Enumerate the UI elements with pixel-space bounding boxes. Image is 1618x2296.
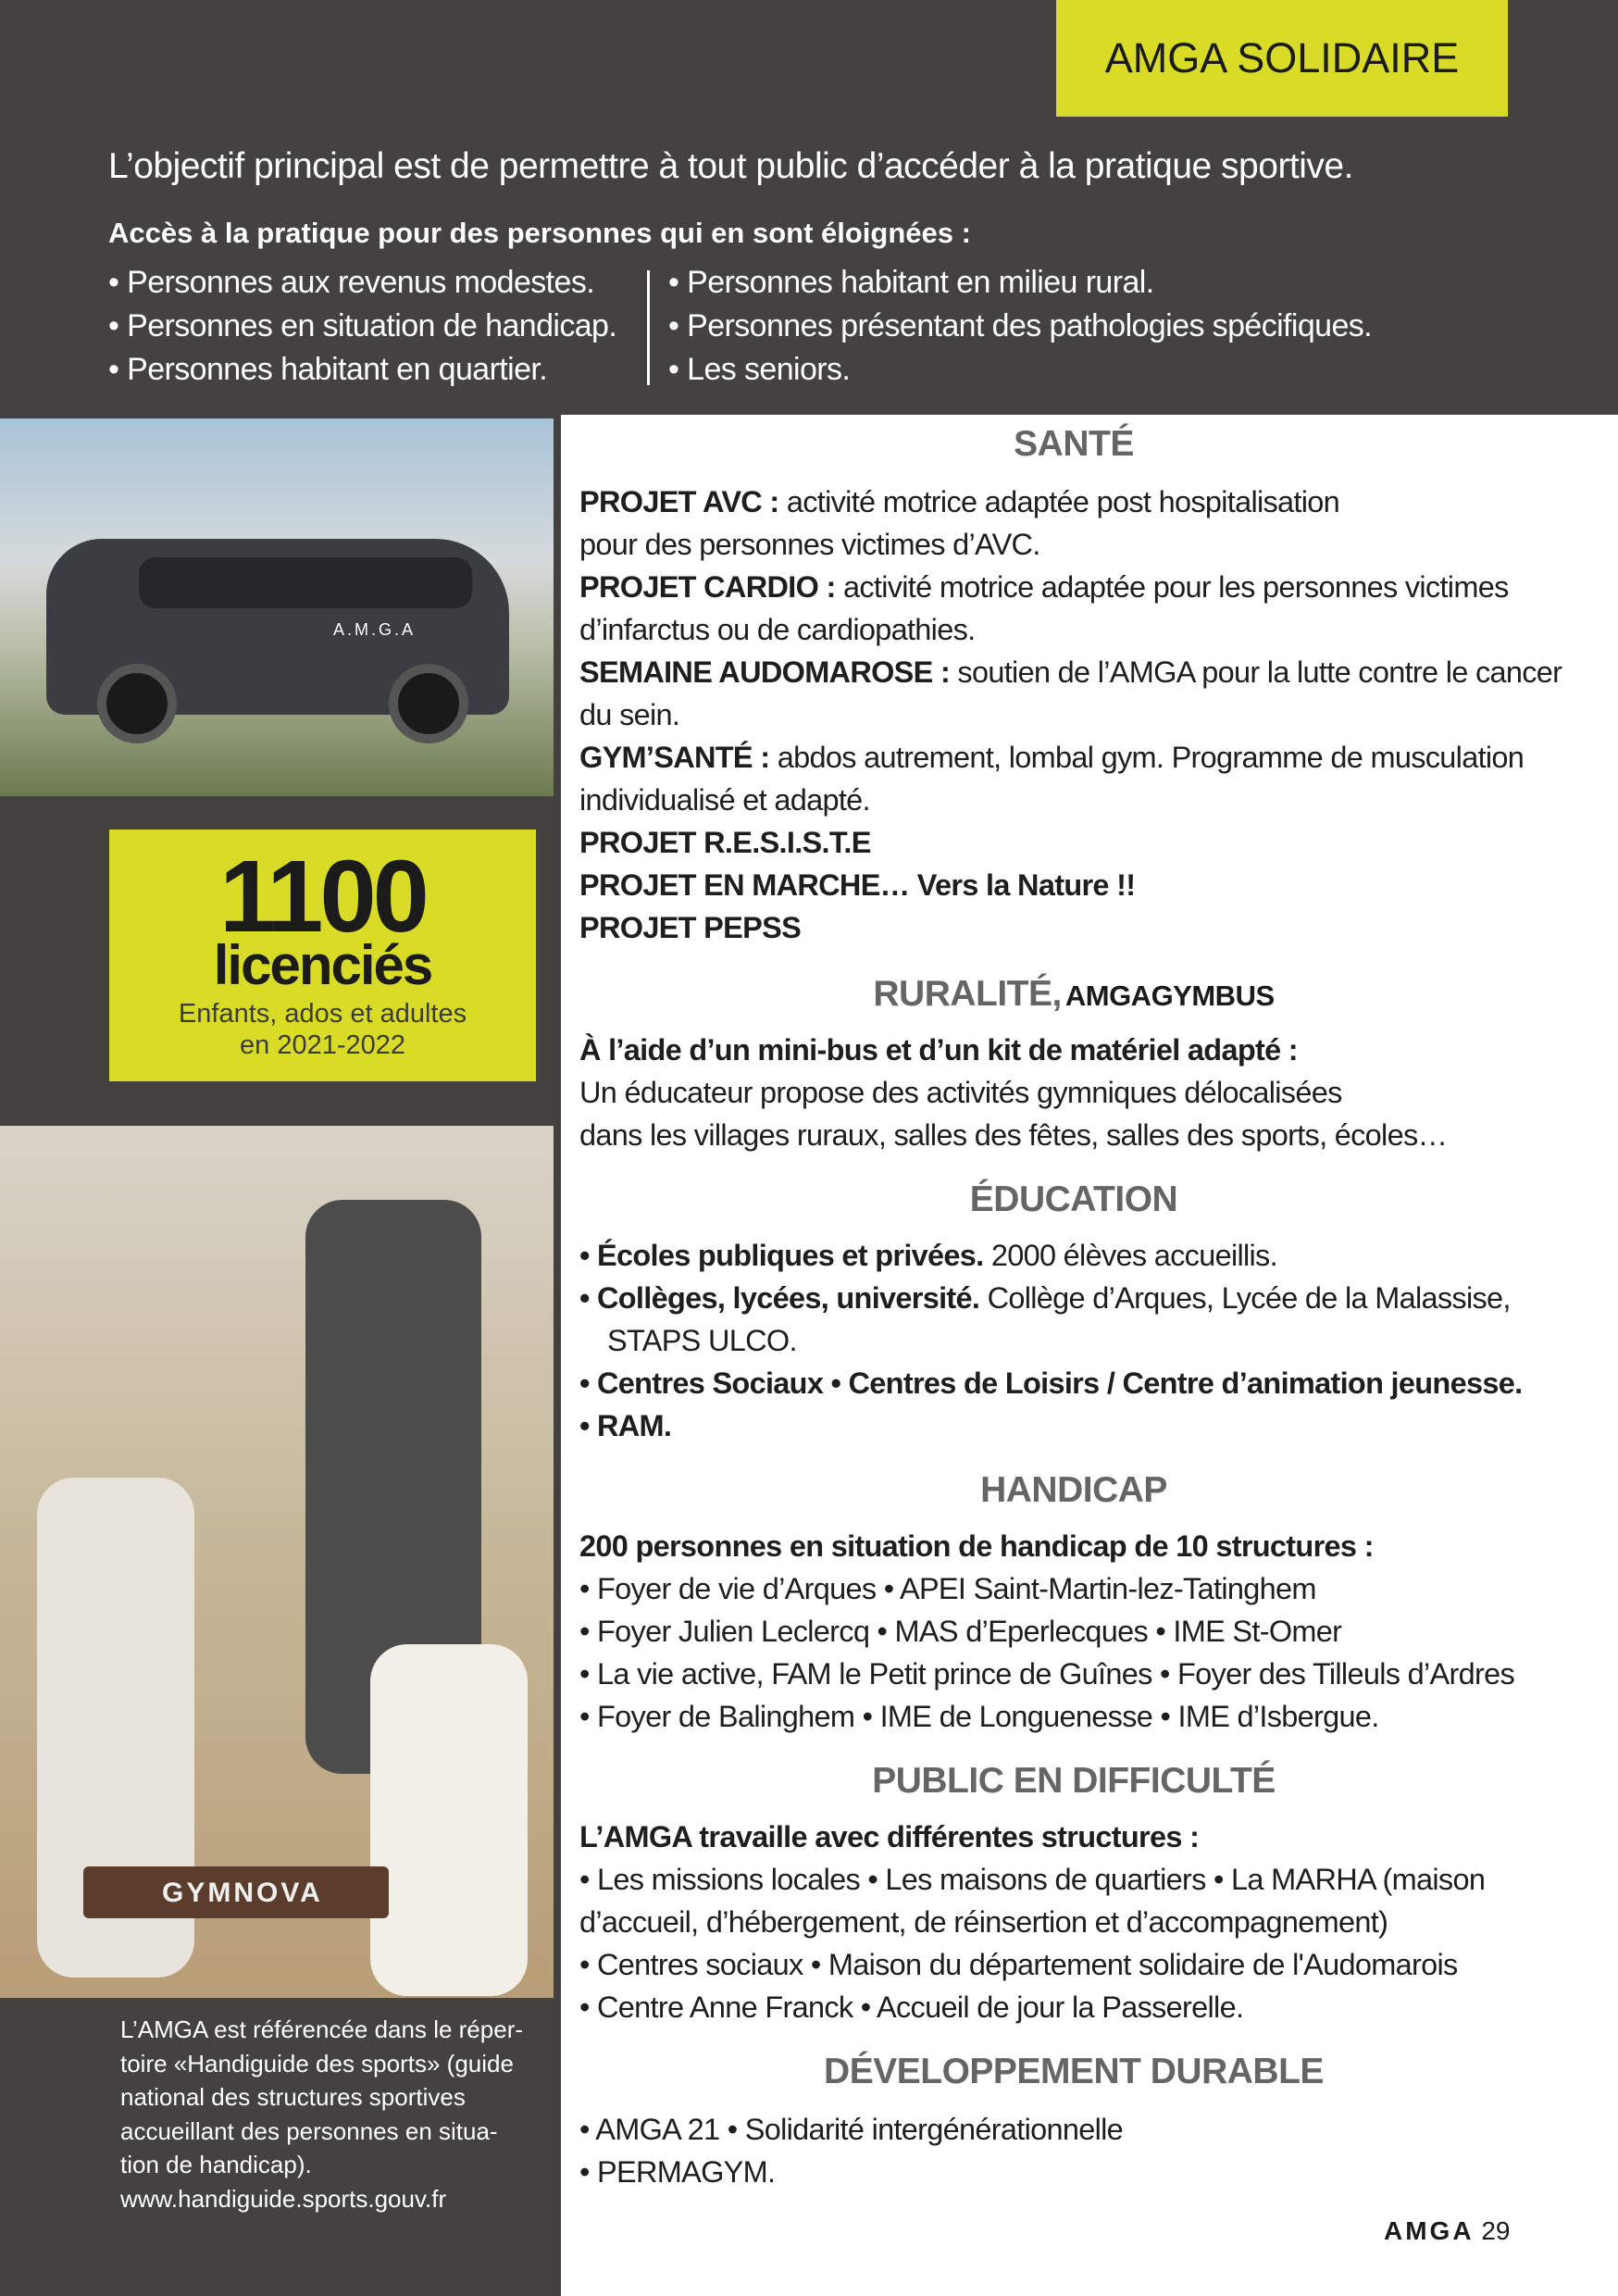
text-line: individualisé et adapté. (579, 783, 870, 817)
stat-label: licenciés (213, 934, 432, 996)
text-line: pour des personnes victimes d’AVC. (579, 528, 1040, 561)
page-number: 29 (1481, 2216, 1511, 2245)
stat-number: 1100 (219, 840, 426, 954)
section-title-ruralite: RURALITÉ, AMGAGYMBUS (873, 974, 1275, 1014)
text-line: • Foyer de Balinghem • IME de Longuenesse • IME d’Isbergue. (579, 1700, 1379, 1733)
list-item: • Personnes habitant en quartier. (108, 352, 548, 387)
text-line: • Collèges, lycées, université. Collège d’Arques, Lycée de la Malassise, (579, 1281, 1511, 1315)
note-line: national des structures sportives (120, 2083, 466, 2111)
stat-sub-line: en 2021-2022 (240, 1030, 405, 1060)
text-line: STAPS ULCO. (607, 1324, 797, 1357)
text-line: • La vie active, FAM le Petit prince de Guînes • Foyer des Tilleuls d’Ardres (579, 1657, 1515, 1691)
audience-list-left (108, 261, 616, 392)
section-title-handicap: HANDICAP (980, 1470, 1167, 1510)
section-title-sante: SANTÉ (1014, 424, 1134, 464)
text-line: • Écoles publiques et privées. 2000 élèves accueillis. (579, 1239, 1277, 1272)
text-line: du sein. (579, 698, 680, 731)
text-line: dans les villages ruraux, salles des fêtes, salles des sports, écoles… (579, 1118, 1448, 1152)
text-line: PROJET EN MARCHE… Vers la Nature !! (579, 868, 1136, 902)
text-line: PROJET R.E.S.I.S.T.E (579, 826, 871, 859)
column-divider (647, 270, 650, 385)
van-wheel (97, 664, 177, 743)
list-item: • Personnes habitant en milieu rural. (668, 265, 1154, 300)
text-line: • Centre Anne Franck • Accueil de jour la Passerelle. (579, 1990, 1244, 2024)
section-title-durable: DÉVELOPPEMENT DURABLE (824, 2052, 1324, 2091)
stat-subtitle (109, 998, 536, 1061)
audience-list-right (668, 261, 1372, 392)
text-line: • Centres Sociaux • Centres de Loisirs / Centre d’animation jeunesse. (579, 1366, 1523, 1400)
text-line: • Les missions locales • Les maisons de quartiers • La MARHA (maison (579, 1863, 1486, 1896)
section-title-education: ÉDUCATION (969, 1179, 1178, 1219)
text-line: PROJET AVC : activité motrice adaptée post hospitalisation (579, 485, 1340, 518)
text-line: Un éducateur propose des activités gymniques délocalisées (579, 1076, 1342, 1109)
text-line: d’accueil, d’hébergement, de réinsertion et d’accompagnement) (579, 1905, 1388, 1939)
text-line: 200 personnes en situation de handicap de 10 structures : (579, 1529, 1374, 1563)
text-line: PROJET PEPSS (579, 911, 802, 944)
minibus-photo (0, 418, 554, 796)
list-item: • Personnes présentant des pathologies spécifiques. (668, 308, 1373, 343)
text-line: • Foyer de vie d’Arques • APEI Saint-Martin-lez-Tatinghem (579, 1572, 1316, 1605)
section-tag: AMGA SOLIDAIRE (1056, 0, 1508, 117)
text-line: • PERMAGYM. (579, 2155, 776, 2189)
assistant-figure (370, 1644, 528, 1996)
text-line: SEMAINE AUDOMAROSE : soutien de l’AMGA pour la lutte contre le cancer (579, 655, 1562, 689)
text-line: d’infarctus ou de cardiopathies. (579, 613, 976, 646)
stat-box (109, 830, 536, 1081)
list-item: • Personnes aux revenus modestes. (108, 265, 595, 300)
gymnastics-photo (0, 1126, 554, 1998)
access-title: Accès à la pratique pour des personnes qui en sont éloignées : (108, 217, 971, 249)
text-line: • Centres sociaux • Maison du département solidaire de l'Audomarois (579, 1948, 1458, 1981)
page-footer (1384, 2216, 1510, 2246)
footer-brand: AMGA (1384, 2216, 1475, 2245)
intro-text: L’objectif principal est de permettre à tout public d’accéder à la pratique sportive. (108, 146, 1353, 186)
text-line: • Foyer Julien Leclercq • MAS d’Eperlecques • IME St-Omer (579, 1615, 1342, 1648)
text-line: • RAM. (579, 1409, 672, 1442)
list-item: • Les seniors. (668, 352, 851, 387)
van-wheel (389, 664, 468, 743)
van-window (139, 557, 472, 608)
text-line: GYM’SANTÉ : abdos autrement, lombal gym. Programme de musculation (579, 741, 1525, 774)
note-line: toire «Handiguide des sports» (guide (120, 2049, 514, 2078)
note-line: tion de handicap). (120, 2151, 312, 2178)
beam-brand: GYMNOVA (162, 1878, 323, 1908)
section-title-difficulte: PUBLIC EN DIFFICULTÉ (872, 1761, 1276, 1801)
note-link[interactable]: www.handiguide.sports.gouv.fr (120, 2184, 447, 2213)
text-line: L’AMGA travaille avec différentes structures : (579, 1820, 1200, 1853)
stat-sub-line: Enfants, ados et adultes (178, 999, 467, 1029)
text-line: À l’aide d’un mini-bus et d’un kit de matériel adapté : (579, 1033, 1298, 1067)
list-item: • Personnes en situation de handicap. (108, 308, 617, 343)
note-line: accueillant des personnes en situa- (120, 2116, 498, 2145)
text-line: • AMGA 21 • Solidarité intergénérationnelle (579, 2113, 1124, 2146)
van-label: A.M.G.A (333, 620, 417, 639)
handiguide-note (120, 2013, 546, 2215)
text-line: PROJET CARDIO : activité motrice adaptée pour les personnes victimes (579, 570, 1509, 604)
note-line: L’AMGA est référencée dans le réper- (120, 2015, 524, 2043)
